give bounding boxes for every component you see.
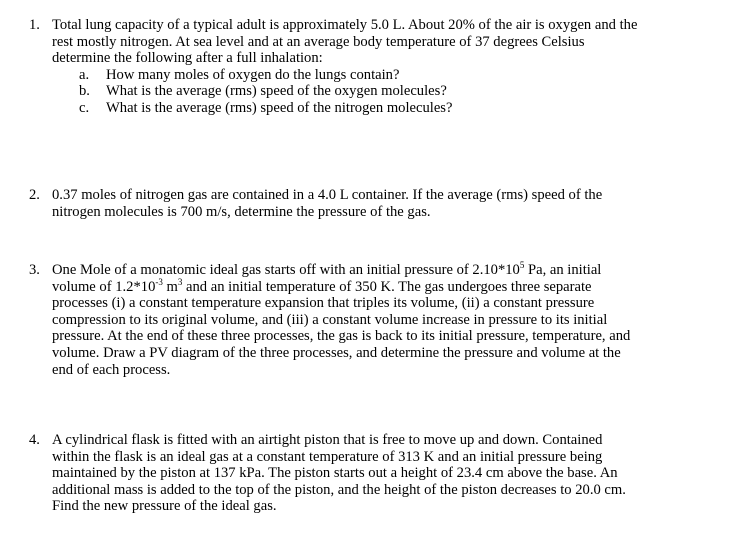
text-line: A cylindrical flask is fitted with an airtight piston that is free to move up and down. Contained	[52, 432, 603, 448]
text-line: Find the new pressure of the ideal gas.	[52, 498, 277, 515]
text-run: One Mole of a monatomic ideal gas starts off with an initial pressure of 2.10*10	[52, 262, 520, 278]
text-line: Total lung capacity of a typical adult is approximately 5.0 L. About 20% of the air is oxygen and the	[52, 17, 638, 33]
question-text	[52, 262, 725, 378]
text-line: end of each process.	[52, 361, 171, 378]
text-line: compression to its original volume, and (iii) a constant volume increase in pressure to its initial	[52, 311, 608, 328]
superscript: -3	[155, 276, 163, 287]
question-number: 1.	[29, 17, 40, 33]
text-line: pressure. At the end of these three processes, the gas is back to its initial pressure, temperature, and	[52, 328, 631, 345]
text-line	[52, 276, 725, 296]
text-line	[52, 262, 725, 279]
text-line: rest mostly nitrogen. At sea level and at an average body temperature of 37 degrees Celsius	[52, 33, 585, 50]
question-4	[29, 432, 725, 515]
question-1	[29, 17, 725, 117]
question-number: 3.	[29, 262, 40, 278]
superscript: 5	[519, 260, 525, 270]
sub-question-c	[79, 100, 725, 117]
sub-question-letter: b.	[79, 83, 90, 100]
sub-question-b	[79, 83, 725, 100]
text-line: within the flask is an ideal gas at a constant temperature of 313 K and an initial pressure being	[52, 448, 603, 465]
text-run: m	[162, 278, 178, 295]
text-line: additional mass is added to the top of the piston, and the height of the piston decreases to 20.0 cm.	[52, 481, 626, 498]
text-run: volume of 1.2*10	[52, 278, 156, 295]
question-text	[52, 17, 725, 67]
sub-question-text: How many moles of oxygen do the lungs contain?	[106, 66, 400, 83]
sub-question-letter: c.	[79, 99, 90, 116]
text-line: processes (i) a constant temperature expansion that triples its volume, (ii) a constant pressure	[52, 295, 595, 312]
text-line: volume. Draw a PV diagram of the three processes, and determine the pressure and volume at the	[52, 344, 621, 361]
sub-question-text: What is the average (rms) speed of the oxygen molecules?	[106, 83, 447, 100]
sub-question-text: What is the average (rms) speed of the nitrogen molecules?	[106, 99, 453, 116]
text-run: and an initial temperature of 350 K. The gas undergoes three separate	[182, 278, 592, 295]
sub-question-a	[79, 67, 725, 84]
question-text	[52, 432, 725, 515]
text-line: maintained by the piston at 137 kPa. The piston starts out a height of 23.4 cm above the base. An	[52, 465, 618, 482]
question-number: 2.	[29, 187, 40, 203]
sub-question-letter: a.	[79, 66, 90, 83]
question-2	[29, 187, 725, 220]
text-run: Pa, an initial	[524, 262, 602, 278]
question-number: 4.	[29, 432, 40, 448]
text-line: nitrogen molecules is 700 m/s, determine the pressure of the gas.	[52, 203, 431, 220]
question-text	[52, 187, 725, 220]
text-line: 0.37 moles of nitrogen gas are contained in a 4.0 L container. If the average (rms) speed of the	[52, 187, 603, 203]
question-3	[29, 262, 725, 378]
text-line: determine the following after a full inhalation:	[52, 50, 323, 67]
superscript: 3	[177, 276, 183, 287]
